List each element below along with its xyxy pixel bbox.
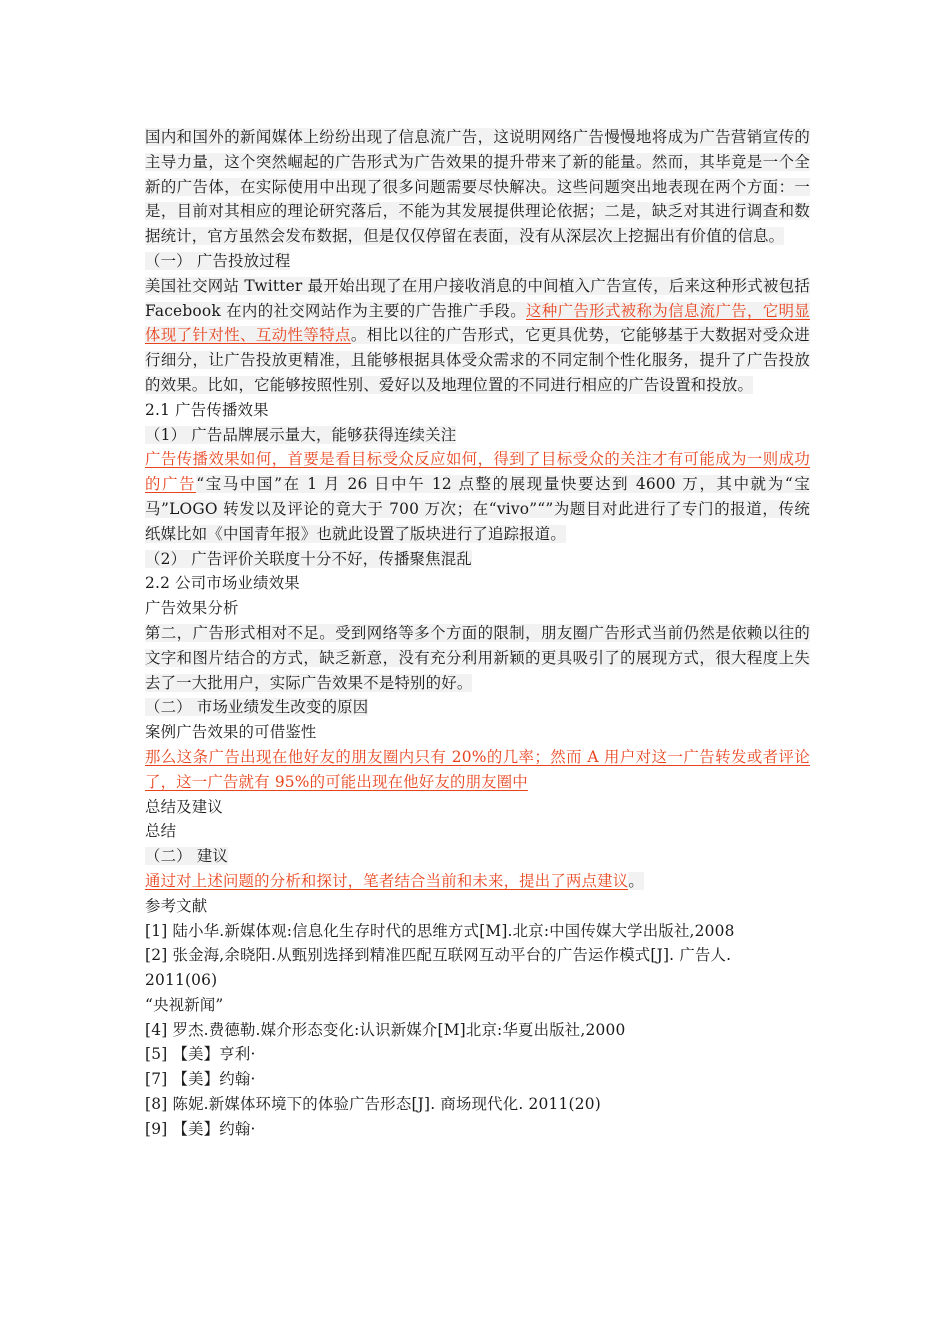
paragraph-text: 美国社交网站 Twitter 最开始出现了在用户接收消息的中间植入广告宣传，后来这种形式被包括 Facebook 在内的社交网站作为主要的广告推广手段。 <box>145 276 810 320</box>
paragraph-case <box>145 745 810 795</box>
reference-item: 2011(06) <box>145 971 218 990</box>
paragraph-text: 第二，广告形式相对不足。受到网络等多个方面的限制，朋友圈广告形式当前仍然是依赖以往的文字和图片结合的方式，缺乏新意，没有充分利用新颖的更具吸引了的展现方式，很大程度上失去了一大批用户，实际广告效果不是特别的好。 <box>145 623 810 692</box>
section-heading: 2.2 公司市场业绩效果 <box>145 574 300 593</box>
paragraph-suggestion: 通过对上述问题的分析和探讨，笔者结合当前和未来，提出了两点建议。 <box>145 871 644 890</box>
paragraph-intro <box>145 125 810 249</box>
paragraph-propagation <box>145 447 810 546</box>
paragraph-text: 。相比以往的广告形式，它更具优势，它能够基于大数据对受众进行细分，让广告投放更精准，且能够根据具体受众需求的不同定制个性化服务，提升了广告投放的效果。比如，它能够按照性别、爱好以及地理位置的不同进行相应的广告设置和投放。 <box>145 326 810 394</box>
subsection-heading: （1） 广告品牌展示量大，能够获得连续关注 <box>145 425 457 444</box>
reference-item: [1] 陆小华.新媒体观:信息化生存时代的思维方式[M].北京:中国传媒大学出版社,2008 <box>145 921 735 940</box>
subsection-heading: （2） 广告评价关联度十分不好，传播聚焦混乱 <box>145 549 472 568</box>
highlighted-text: 这种广告形式被称为信息流广告，它明显体现了针对性、互动性等特点 <box>145 301 810 345</box>
paragraph-text: 国内和国外的新闻媒体上纷纷出现了信息流广告，这说明网络广告慢慢地将成为广告营销宣传的主导力量，这个突然崛起的广告形式为广告效果的提升带来了新的能量。然而，其毕竟是一个全新的广告体，在实际使用中出现了很多问题需要尽快解决。这些问题突出地表现在两个方面：一是，目前对其相应的理论研究落后，不能为其发展提供理论依据；二是，缺乏对其进行调查和数据统计，官方虽然会发布数据，但是仅仅停留在表面，没有从深层次上挖掘出有价值的信息。 <box>145 128 810 246</box>
reference-item: [4] 罗杰.费德勒.媒介形态变化:认识新媒介[M]北京:华夏出版社,2000 <box>145 1020 626 1039</box>
section-heading: 2.1 广告传播效果 <box>145 400 269 419</box>
reference-item: [9] 【美】约翰· <box>145 1119 256 1138</box>
reference-item: “央视新闻” <box>145 995 224 1014</box>
references-heading: 参考文献 <box>145 896 208 915</box>
reference-item: [2] 张金海,余晓阳.从甄别选择到精准匹配互联网互动平台的广告运作模式[J]. 广告人. <box>145 946 732 965</box>
section-heading: 广告效果分析 <box>145 599 239 618</box>
reference-item: [8] 陈妮.新媒体环境下的体验广告形态[J]. 商场现代化. 2011(20) <box>145 1095 601 1114</box>
highlighted-text: 广告传播效果如何，首要是看目标受众反应如何，得到了目标受众的关注才有可能成为一则成功的广告 <box>145 450 810 494</box>
reference-item: [5] 【美】亨利· <box>145 1045 256 1064</box>
section-heading: 总结 <box>145 822 177 841</box>
paragraph-ad-delivery <box>145 274 810 398</box>
highlighted-text: 那么这条广告出现在他好友的朋友圈内只有 20%的几率；然而 A 用户对这一广告转发或者评论了，这一广告就有 95%的可能出现在他好友的朋友圈中 <box>145 747 810 791</box>
section-heading: （二） 市场业绩发生改变的原因 <box>145 698 369 717</box>
section-heading: 案例广告效果的可借鉴性 <box>145 723 317 742</box>
section-heading: 总结及建议 <box>145 797 223 816</box>
section-heading: （二） 建议 <box>145 847 229 866</box>
paragraph-ad-analysis <box>145 621 810 695</box>
reference-item: [7] 【美】约翰· <box>145 1070 256 1089</box>
highlighted-text: 通过对上述问题的分析和探讨，笔者结合当前和未来，提出了两点建议 <box>145 871 629 890</box>
section-heading: （一） 广告投放过程 <box>145 251 291 270</box>
paragraph-text: “宝马中国”在 1 月 26 日中午 12 点整的展现量快要达到 4600 万，其中就为“宝马”LOGO 转发以及评论的竟大于 700 万次；在“vivo”“”为题目对此进行了专门的报道，传统纸媒比如《中国青年报》也就此设置了版块进行了追踪报道。 <box>145 475 810 543</box>
document-body <box>145 125 810 1142</box>
